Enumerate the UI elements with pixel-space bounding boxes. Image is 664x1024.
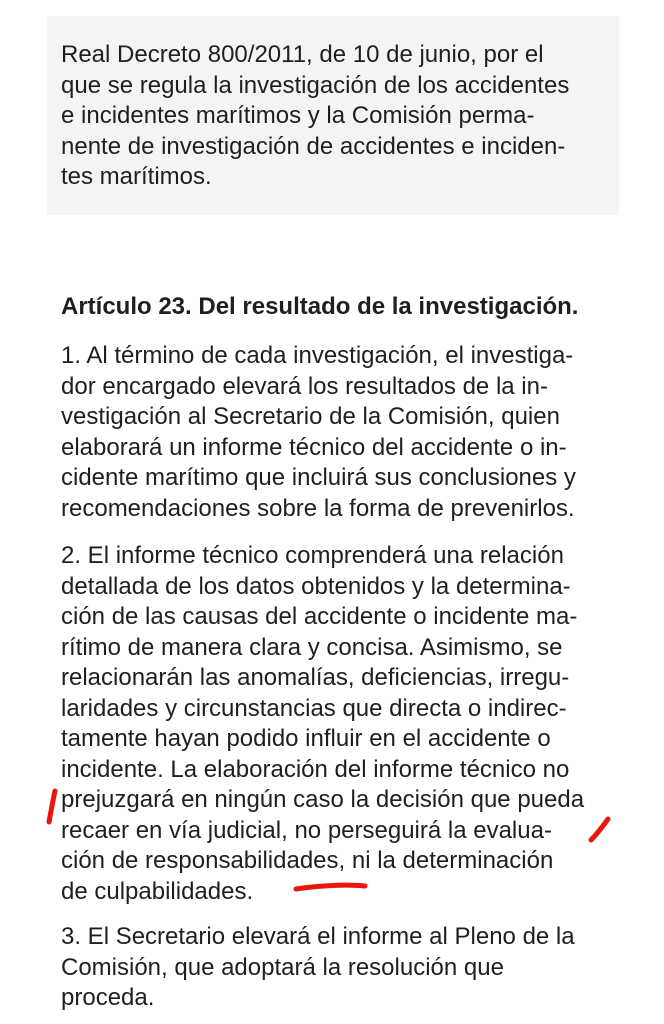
decree-title-line: nente de investigación de accidentes e inciden- <box>61 132 566 160</box>
paragraph-line: elaborará un informe técnico del accidente o in- <box>61 433 567 461</box>
paragraph-line: vestigación al Secretario de la Comisión, quien <box>61 403 560 430</box>
paragraph-line: de culpabilidades. <box>61 877 254 905</box>
decree-title-line: Real Decreto 800/2011, de 10 de junio, por el <box>61 41 544 68</box>
paragraph-line: detallada de los datos obtenidos y la determina- <box>61 572 571 600</box>
paragraph-line: recomendaciones sobre la forma de prevenirlos. <box>61 494 575 522</box>
paragraph-line: Comisión, que adoptará la resolución que <box>61 953 504 981</box>
paragraph-line: cidente marítimo que incluirá sus conclusiones y <box>61 464 576 491</box>
paragraph-line: ción de las causas del accidente o incidente ma- <box>61 603 578 630</box>
paragraph-line: ción de responsabilidades, ni la determinación <box>61 847 554 874</box>
paragraph-line: 2. El informe técnico comprenderá una relación <box>61 542 564 569</box>
red-tick-mark <box>591 819 608 840</box>
paragraph-line: proceda. <box>61 984 155 1011</box>
paragraph-line: dor encargado elevará los resultados de la in- <box>61 372 548 400</box>
red-margin-mark <box>49 791 55 822</box>
paragraph-line: 1. Al término de cada investigación, el investiga- <box>61 342 574 369</box>
paragraph-line: rítimo de manera clara y concisa. Asimismo, se <box>61 633 563 661</box>
article-paragraph-2 <box>61 541 584 907</box>
article-paragraph-3 <box>61 922 575 1014</box>
paragraph-line: relacionarán las anomalías, deficiencias, irregu- <box>61 664 570 691</box>
paragraph-line: tamente hayan podido influir en el accidente o <box>61 725 551 752</box>
paragraph-line: prejuzgará en ningún caso la decisión que pueda <box>61 786 585 813</box>
paragraph-line: recaer en vía judicial, no perseguirá la evalua- <box>61 816 552 844</box>
paragraph-line: laridades y circunstancias que directa o indirec- <box>61 694 567 722</box>
article-heading: Artículo 23. Del resultado de la investigación. <box>61 293 579 320</box>
decree-title-box <box>47 16 619 215</box>
paragraph-line: 3. El Secretario elevará el informe al Pleno de la <box>61 923 575 950</box>
decree-title-line: tes marítimos. <box>61 163 212 190</box>
decree-title-line: que se regula la investigación de los accidentes <box>61 71 570 99</box>
paragraph-line: incidente. La elaboración del informe técnico no <box>61 755 570 783</box>
article-paragraph-1 <box>61 341 576 524</box>
decree-title-line: e incidentes marítimos y la Comisión perma- <box>61 102 535 129</box>
